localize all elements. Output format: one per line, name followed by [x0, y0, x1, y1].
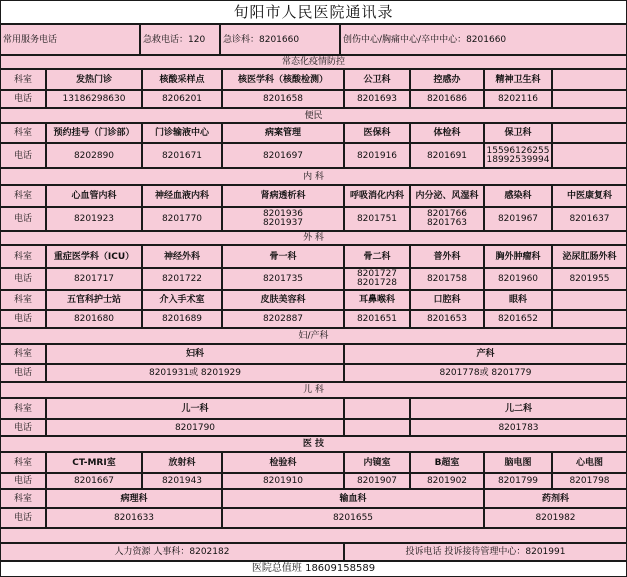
dept-name: 口腔科	[410, 290, 484, 310]
phone-label: 电话	[0, 508, 46, 528]
phone-line: 8201937	[262, 218, 304, 228]
dept-label: 科室	[0, 452, 46, 473]
dept-phone: 8201916	[344, 143, 410, 168]
dept-name: 神经血液内科	[142, 185, 222, 207]
empty-cell	[552, 123, 627, 143]
section-heading-obgyn: 妇/产科	[0, 328, 627, 344]
page-title: 旬阳市人民医院通讯录	[0, 0, 627, 24]
dept-name: 预约挂号（门诊部）	[46, 123, 142, 143]
dept-name: 中医康复科	[552, 185, 627, 207]
dept-name: 心电图	[552, 452, 627, 473]
dept-phone: 8201658	[222, 90, 344, 108]
dept-label: 科室	[0, 489, 46, 508]
dept-phone: 8201790	[46, 419, 344, 436]
dept-phone: 8201686	[410, 90, 484, 108]
empty-cell	[344, 419, 410, 436]
dept-phone: 8201960	[484, 268, 552, 290]
phone-line: 8201763	[426, 218, 468, 228]
dept-label: 科室	[0, 344, 46, 364]
dept-name: 泌尿肛肠外科	[552, 245, 627, 268]
phone-label: 电话	[0, 143, 46, 168]
spacer-row	[0, 528, 627, 543]
complaint-phone: 投诉电话 投诉接待管理中心：8201991	[344, 543, 627, 561]
phone-label: 电话	[0, 90, 46, 108]
dept-name: 内分泌、风湿科	[410, 185, 484, 207]
dept-phone: 13186298630	[46, 90, 142, 108]
dept-label: 科室	[0, 398, 46, 419]
dept-phone: 8201931或 8201929	[46, 364, 344, 382]
dept-name: 检验科	[222, 452, 344, 473]
dept-name: 门诊输液中心	[142, 123, 222, 143]
dept-phone: 8201799	[484, 473, 552, 489]
dept-phone: 8201697	[222, 143, 344, 168]
service-phone-label: 常用服务电话	[0, 24, 140, 55]
phone-line: 8201766	[426, 209, 468, 219]
dept-name: 普外科	[410, 245, 484, 268]
dept-name: 耳鼻喉科	[344, 290, 410, 310]
phone-line: 15596126255	[486, 145, 550, 156]
dept-name: 妇科	[46, 344, 344, 364]
dept-name: 发热门诊	[46, 69, 142, 90]
dept-name: 药剂科	[484, 489, 627, 508]
dept-phone: 8201653	[410, 310, 484, 328]
dept-label: 科室	[0, 185, 46, 207]
dept-name: 内镜室	[344, 452, 410, 473]
hr-phone: 人力资源 人事科：8202182	[0, 543, 344, 561]
phone-label: 电话	[0, 473, 46, 489]
dept-name: B超室	[410, 452, 484, 473]
phone-line: 8201936	[262, 209, 304, 219]
dept-name: CT-MRI室	[46, 452, 142, 473]
dept-phone-multi	[222, 207, 344, 231]
phone-label: 电话	[0, 310, 46, 328]
dept-name: 脑电图	[484, 452, 552, 473]
dept-label: 科室	[0, 69, 46, 90]
phone-line: 8201727	[356, 269, 398, 279]
dept-phone: 8201671	[142, 143, 222, 168]
dept-name: 骨二科	[344, 245, 410, 268]
dept-phone: 8201651	[344, 310, 410, 328]
dept-name: 核医学科（核酸检测）	[222, 69, 344, 90]
dept-phone: 8201667	[46, 473, 142, 489]
dept-label: 科室	[0, 123, 46, 143]
dept-phone: 8201689	[142, 310, 222, 328]
dept-name: 皮肤美容科	[222, 290, 344, 310]
empty-cell	[552, 69, 627, 90]
dept-phone: 8201680	[46, 310, 142, 328]
dept-phone: 8201943	[142, 473, 222, 489]
empty-cell	[552, 310, 627, 328]
section-heading-medtech: 医 技	[0, 436, 627, 452]
empty-cell	[552, 290, 627, 310]
phone-line: 18992539994	[486, 154, 550, 165]
dept-name: 儿一科	[46, 398, 344, 419]
dept-name: 胸外肿瘤科	[484, 245, 552, 268]
centers-phone: 创伤中心/胸痛中心/卒中中心：8201660	[340, 24, 627, 55]
dept-phone: 8201637	[552, 207, 627, 231]
empty-cell	[552, 143, 627, 168]
dept-phone: 8201722	[142, 268, 222, 290]
dept-phone: 8206201	[142, 90, 222, 108]
dept-phone: 8201967	[484, 207, 552, 231]
section-heading-epidemic: 常态化疫情防控	[0, 55, 627, 69]
dept-name: 介入手术室	[142, 290, 222, 310]
dept-name: 五官科护士站	[46, 290, 142, 310]
dept-phone: 8202887	[222, 310, 344, 328]
dept-phone: 8201717	[46, 268, 142, 290]
dept-phone: 8201693	[344, 90, 410, 108]
dept-phone: 8202890	[46, 143, 142, 168]
dept-name: 公卫科	[344, 69, 410, 90]
dept-name: 体检科	[410, 123, 484, 143]
dept-name: 病理科	[46, 489, 222, 508]
dept-phone: 8201735	[222, 268, 344, 290]
dept-phone-multi	[344, 268, 410, 290]
section-heading-surgery: 外 科	[0, 231, 627, 245]
dept-name: 病案管理	[222, 123, 344, 143]
dept-phone: 8201798	[552, 473, 627, 489]
dept-name: 放射科	[142, 452, 222, 473]
dept-label: 科室	[0, 290, 46, 310]
dept-phone: 8201783	[410, 419, 627, 436]
section-heading-internal: 内 科	[0, 168, 627, 185]
dept-phone: 8201751	[344, 207, 410, 231]
dept-phone: 8201758	[410, 268, 484, 290]
phone-label: 电话	[0, 207, 46, 231]
phone-label: 电话	[0, 419, 46, 436]
dept-name: 重症医学科（ICU）	[46, 245, 142, 268]
dept-name: 保卫科	[484, 123, 552, 143]
dept-label: 科室	[0, 245, 46, 268]
section-heading-convenience: 便民	[0, 108, 627, 123]
hospital-duty-phone: 医院总值班 18609158589	[0, 561, 627, 577]
section-heading-pediatrics: 儿 科	[0, 382, 627, 398]
dept-phone: 8201982	[484, 508, 627, 528]
dept-phone: 8202116	[484, 90, 552, 108]
dept-name: 骨一科	[222, 245, 344, 268]
dept-phone: 8201907	[344, 473, 410, 489]
dept-name: 儿二科	[410, 398, 627, 419]
dept-name: 控感办	[410, 69, 484, 90]
dept-phone: 8201955	[552, 268, 627, 290]
empty-cell	[552, 90, 627, 108]
dept-phone: 8201770	[142, 207, 222, 231]
dept-phone: 8201902	[410, 473, 484, 489]
dept-phone-multi	[410, 207, 484, 231]
dept-name: 心血管内科	[46, 185, 142, 207]
dept-name: 产科	[344, 344, 627, 364]
dept-name: 呼吸消化内科	[344, 185, 410, 207]
dept-phone: 8201778或 8201779	[344, 364, 627, 382]
dept-phone: 8201633	[46, 508, 222, 528]
dept-name: 神经外科	[142, 245, 222, 268]
dept-name: 肾病透析科	[222, 185, 344, 207]
dept-name: 眼科	[484, 290, 552, 310]
dept-phone: 8201691	[410, 143, 484, 168]
dept-phone: 8201923	[46, 207, 142, 231]
emergency-phone: 急救电话：120	[140, 24, 220, 55]
dept-phone-multi	[484, 143, 552, 168]
dept-name: 核酸采样点	[142, 69, 222, 90]
dept-name: 输血科	[222, 489, 484, 508]
dept-name: 感染科	[484, 185, 552, 207]
empty-cell	[344, 398, 410, 419]
dept-phone: 8201910	[222, 473, 344, 489]
emergency-dept-phone: 急诊科：8201660	[220, 24, 340, 55]
dept-name: 医保科	[344, 123, 410, 143]
phone-label: 电话	[0, 364, 46, 382]
dept-name: 精神卫生科	[484, 69, 552, 90]
phone-line: 8201728	[356, 278, 398, 288]
dept-phone: 8201655	[222, 508, 484, 528]
phone-label: 电话	[0, 268, 46, 290]
dept-phone: 8201652	[484, 310, 552, 328]
